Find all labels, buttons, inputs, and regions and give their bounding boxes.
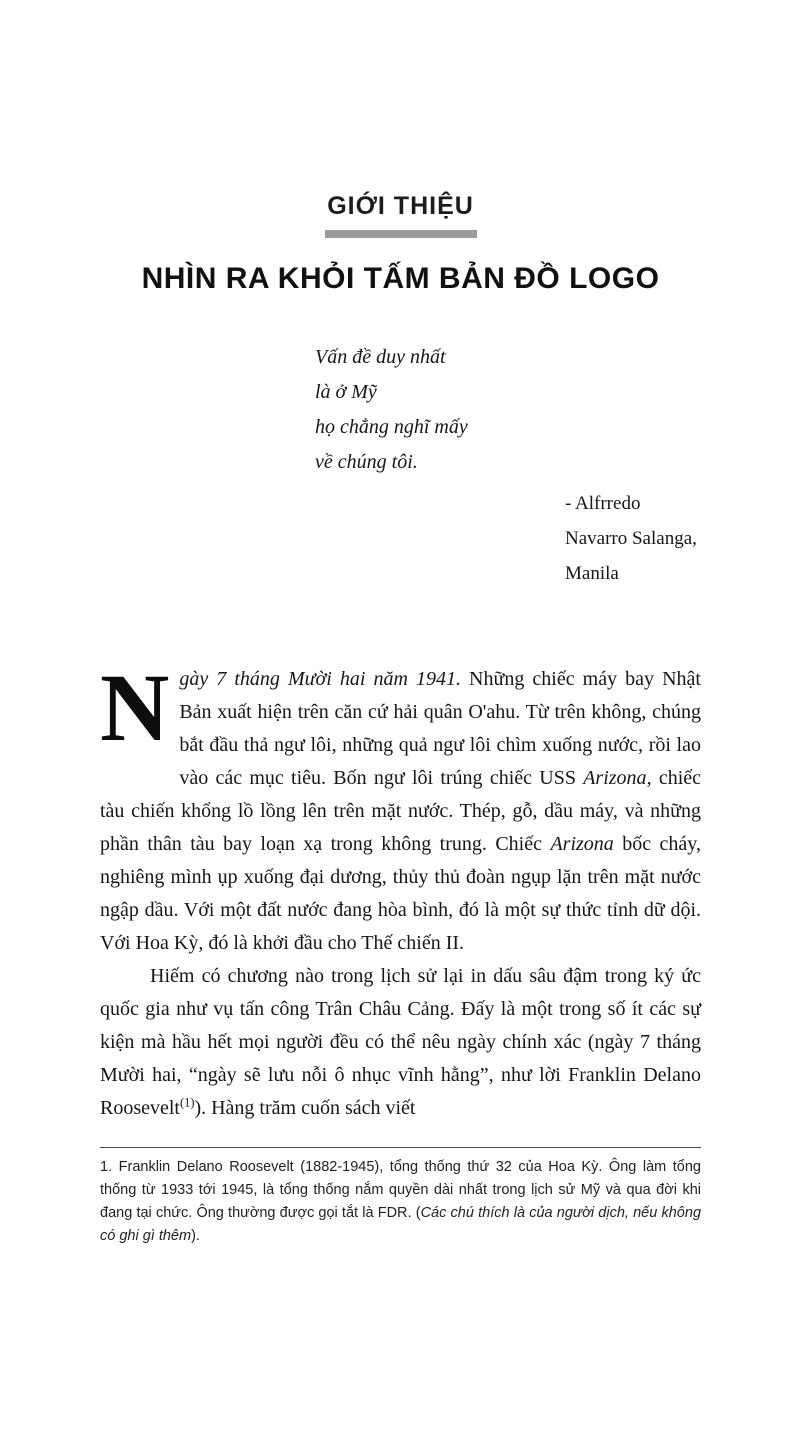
footnote: 1. Franklin Delano Roosevelt (1882-1945), tổng thống thứ 32 của Hoa Kỳ. Ông làm tổng thống từ 1933 tới 1945, là tổng thống nắm quyền dài nhất trong lịch sử Mỹ và qua đời khi đang tại chức. Ông thường được gọi tắt là FDR. (Các chú thích là của người dịch, nếu không có ghi gì thêm). [100,1147,701,1248]
section-divider-bar [325,230,477,238]
body-paragraph-1: Ngày 7 tháng Mười hai năm 1941. Những chiếc máy bay Nhật Bản xuất hiện trên căn cứ hải quân O'ahu. Từ trên không, chúng bắt đầu thả ngư lôi, những quả ngư lôi chìm xuống nước, rồi lao vào các mục tiêu. Bốn ngư lôi trúng chiếc USS Arizona, chiếc tàu chiến khổng lồ lồng lên trên mặt nước. Thép, gỗ, dầu máy, và những phần thân tàu bay loạn xạ trong không trung. Chiếc Arizona bốc cháy, nghiêng mình ụp xuống đại dương, thủy thủ đoàn ngụp lặn trên mặt nước ngập dầu. Với một đất nước đang hòa bình, đó là một sự thức tỉnh dữ dội. Với Hoa Kỳ, đó là khởi đầu cho Thế chiến II. [100,654,702,954]
epigraph [315,340,701,591]
epigraph-attribution: - Alfrredo Navarro Salanga, Manila [565,493,697,584]
book-page [0,192,801,1437]
epigraph-line: là ở Mỹ [315,381,377,403]
epigraph-line: về chúng tôi. [315,451,418,473]
body-text [100,654,702,1125]
body-paragraph-2: Hiếm có chương nào trong lịch sử lại in dấu sâu đậm trong ký ức quốc gia như vụ tấn công Trân Châu Cảng. Đấy là một trong số ít các sự kiện mà hầu hết mọi người đều có thể nêu ngày chính xác (ngày 7 tháng Mười hai, “ngày sẽ lưu nỗi ô nhục vĩnh hằng”, như lời Franklin Delano Roosevelt$^{(1)}$). Hàng trăm cuốn sách viết [100,965,701,1119]
epigraph-line: họ chẳng nghĩ mấy [315,416,468,438]
drop-cap: N [100,654,170,761]
epigraph-line: Vấn đề duy nhất [315,346,446,368]
chapter-title: NHÌN RA KHỎI TẤM BẢN ĐỒ LOGO [141,262,660,295]
section-label: GIỚI THIỆU [327,192,474,220]
